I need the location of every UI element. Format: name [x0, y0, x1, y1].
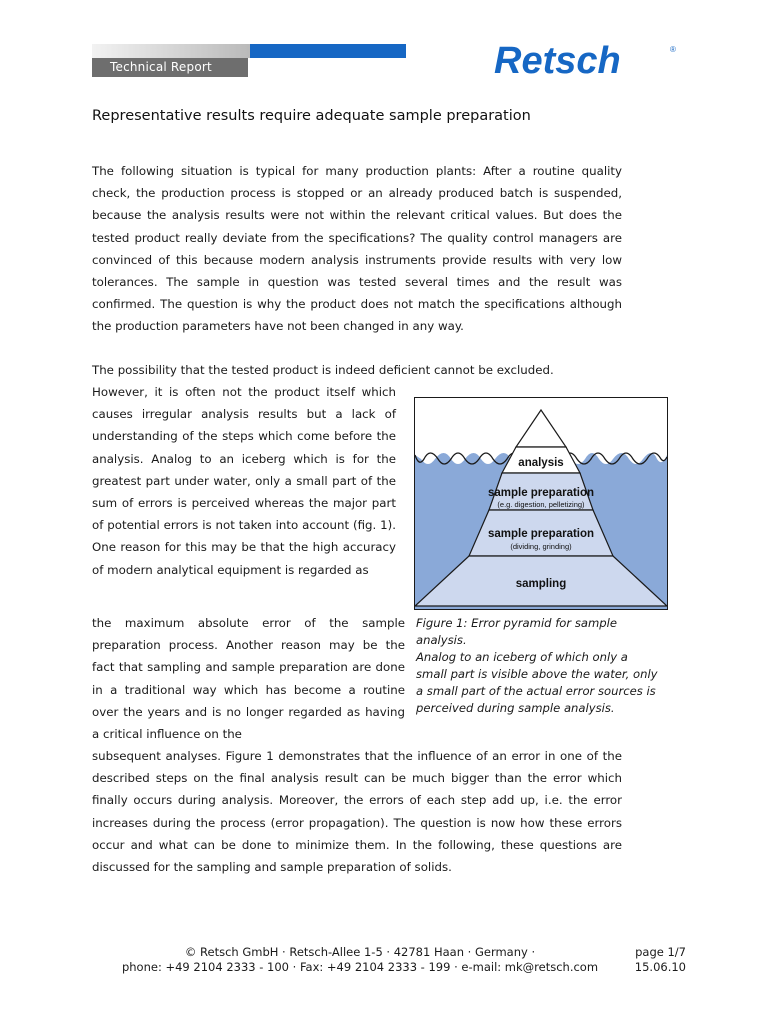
paragraph-intro: The following situation is typical for many production plants: After a routine quality check, the production process is stopped or an already produced batch is suspended, because the analysis results were not within the relevant critical values. But does the tested product really deviate from the specifications? The quality control managers are convinced of this because modern analysis instruments provide results with very low tolerances. The sample in question was tested several times and the result was confirmed. The question is why the product does not match the specifications although the production parameters have not been changed in any way.: [92, 164, 622, 334]
footer-address: [100, 945, 620, 975]
header-gray-bar: [92, 44, 252, 58]
pyramid-sublabel-sample-prep-2: (dividing, grinding): [510, 542, 572, 551]
report-type-label: Technical Report: [92, 58, 248, 77]
caption-title: Figure 1: Error pyramid for sample analysis.: [416, 616, 617, 647]
pyramid-label-sample-prep-1: sample preparation: [487, 487, 595, 499]
paragraph-propagation: subsequent analyses. Figure 1 demonstrates that the influence of an error in one of the described steps on the final analysis result can be much bigger than the error which finally occurs during analysis. Moreover, the errors of each step add up, i.e. the error increases during the process (error propagation). The question is now how these errors occur and what can be done to minimize them. In the following, these questions are discussed for the sampling and sample preparation of solids.: [92, 749, 622, 875]
document-title: Representative results require adequate sample preparation: [92, 108, 531, 124]
footer-contact: phone: +49 2104 2333 - 100 · Fax: +49 2104 2333 - 199 · e-mail: mk@retsch.com: [121, 960, 599, 974]
error-pyramid-figure: [414, 397, 668, 610]
header-blue-bar: [250, 44, 406, 58]
paragraph-possibility: The possibility that the tested product is indeed deficient cannot be excluded.: [92, 363, 554, 377]
document-date: 15.06.10: [634, 960, 686, 974]
pyramid-label-sample-prep-2: sample preparation: [487, 528, 595, 540]
caption-description: Analog to an iceberg of which only a small part is visible above the water, only a small part of the actual error sources is perceived during sample analysis.: [416, 650, 658, 715]
logo-text: Retsch: [494, 40, 621, 80]
page-number: page 1/7: [635, 945, 686, 959]
pyramid-sublabel-sample-prep-1: (e.g. digestion, pelletizing): [497, 500, 585, 509]
pyramid-label-sampling: sampling: [515, 578, 567, 590]
page-info: [600, 945, 686, 975]
figure-caption: [416, 615, 662, 717]
retsch-logo: [494, 40, 680, 80]
pyramid-label-analysis: analysis: [518, 457, 564, 469]
footer-company-address: © Retsch GmbH · Retsch-Allee 1-5 · 42781 Haan · Germany ·: [184, 945, 536, 959]
paragraph-error-source: the maximum absolute error of the sample preparation process. Another reason may be the fact that sampling and sample preparation are done in a traditional way which has become a routine over the years and is no longer regarded as having a critical influence on the: [92, 616, 405, 742]
logo-registered-mark: ®: [670, 45, 676, 54]
paragraph-iceberg: However, it is often not the product itself which causes irregular analysis results but a lack of understanding of the steps which come before the analysis. Analog to an iceberg which is for the greatest part under water, only a small part of the sum of errors is perceived whereas the major part of potential errors is not taken into account (fig. 1). One reason for this may be that the high accuracy of modern analytical equipment is regarded as: [92, 385, 396, 577]
